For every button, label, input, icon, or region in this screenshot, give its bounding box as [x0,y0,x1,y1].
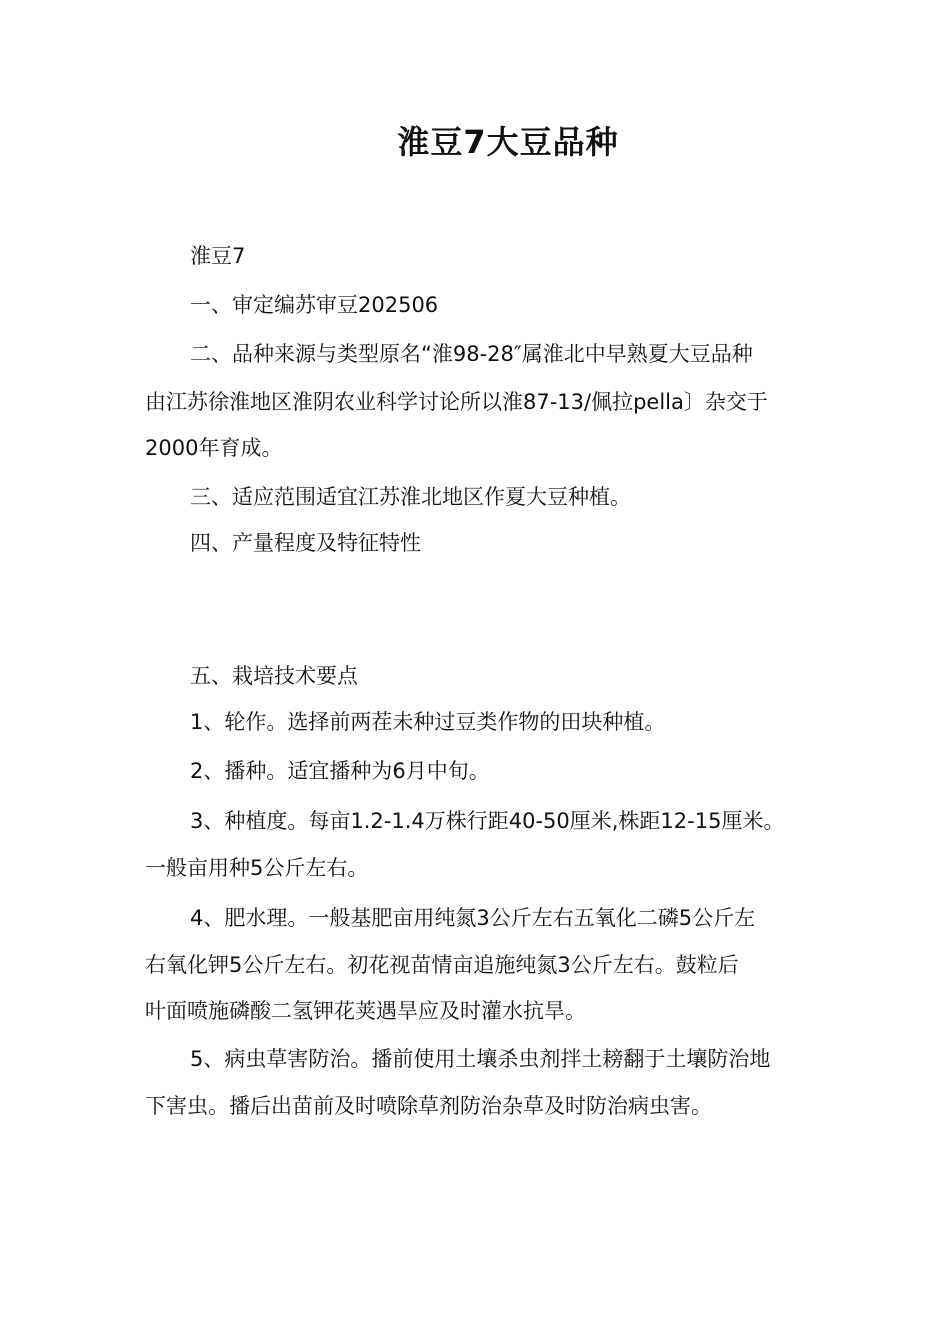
section-cultivation-heading: 五、栽培技术要点 [190,664,358,688]
cultivation-item-density-line-2: 一般亩用种5公斤左右。 [145,856,369,880]
cultivation-item-sowing: 2、播种。适宜播种为6月中旬。 [190,759,490,783]
section-origin-line-2: 由江苏徐淮地区淮阴农业科学讨论所以淮87-13/佩拉pella〕杂交于 [145,390,768,414]
section-suitable-range: 三、适应范围适宜江苏淮北地区作夏大豆种植。 [190,485,631,509]
cultivation-item-rotation: 1、轮作。选择前两茬未种过豆类作物的田块种植。 [190,710,666,734]
variety-name: 淮豆7 [190,244,246,268]
cultivation-item-density-line-1: 3、种植度。每亩1.2-1.4万株行距40-50厘米,株距12-15厘米。 [190,809,785,833]
section-origin-line-1: 二、品种来源与类型原名“淮98-28″属淮北中早熟夏大豆品种 [190,342,753,366]
section-approval-number: 一、审定编苏审豆202506 [190,293,439,317]
cultivation-item-pest-control-line-1: 5、病虫草害防治。播前使用土壤杀虫剂拌土耪翻于土壤防治地 [190,1047,771,1071]
section-yield-characteristics: 四、产量程度及特征特性 [190,531,421,555]
section-origin-line-3: 2000年育成。 [145,436,283,460]
document-title: 淮豆7大豆品种 [397,123,619,161]
cultivation-item-pest-control-line-2: 下害虫。播后出苗前及时喷除草剂防治杂草及时防治病虫害。 [145,1094,712,1118]
cultivation-item-fertilizer-line-2: 右氧化钾5公斤左右。初花视苗情亩追施纯氮3公斤左右。鼓粒后 [145,953,739,977]
cultivation-item-fertilizer-line-3: 叶面喷施磷酸二氢钾花荚遇旱应及时灌水抗旱。 [145,999,586,1023]
cultivation-item-fertilizer-line-1: 4、肥水理。一般基肥亩用纯氮3公斤左右五氧化二磷5公斤左 [190,906,756,930]
